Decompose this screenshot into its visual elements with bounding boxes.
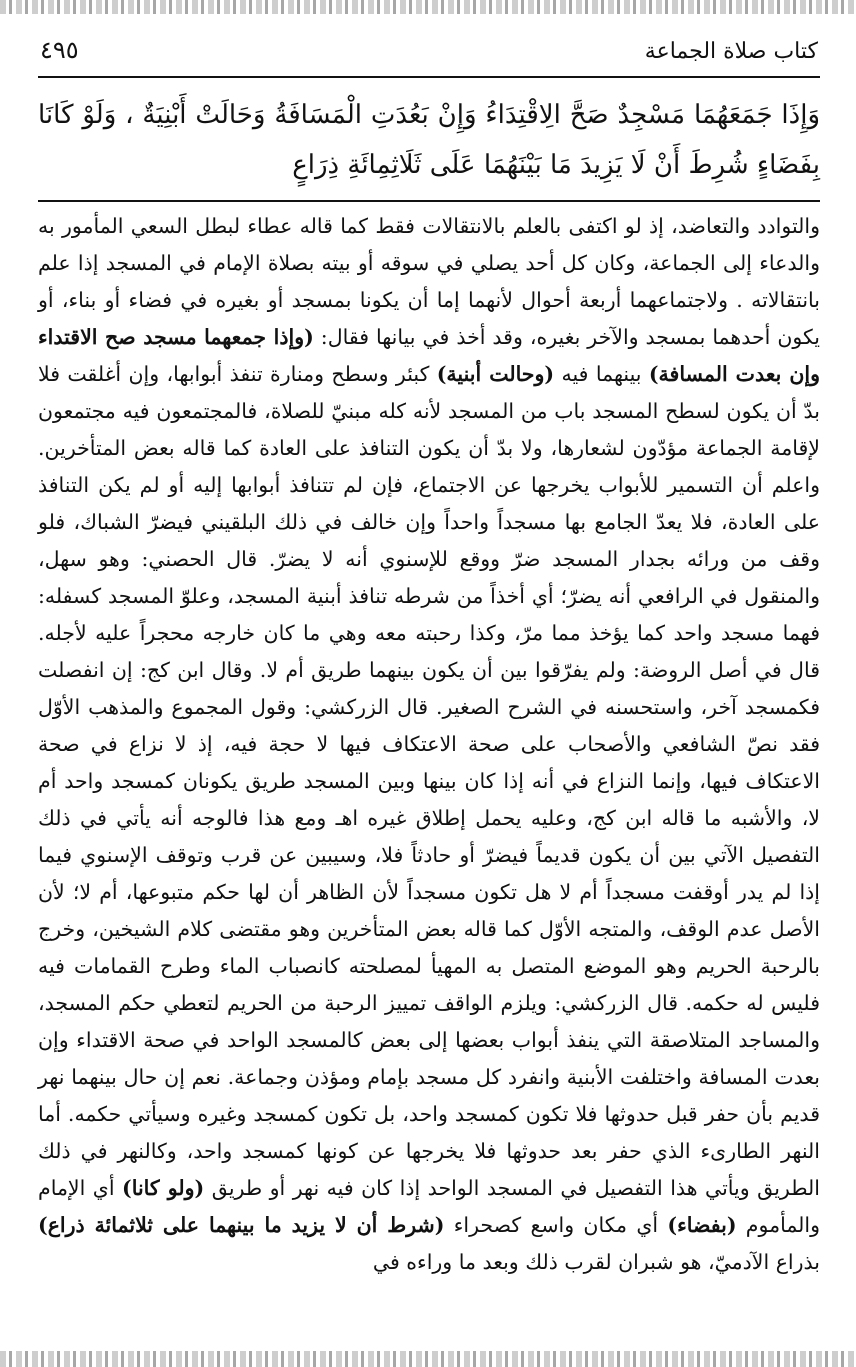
page-number: ٤٩٥ [40,36,79,64]
matn-text-block [38,90,820,202]
quoted-matn: (وحالت أبنية) [436,362,555,386]
running-header [38,36,820,78]
quoted-matn: (وإذا جمعهما مسجد صح الاقتداء وإن بعدت المسافة) [38,325,820,386]
quoted-matn: (شرط أن لا يزيد ما بينهما على ثلاثمائة ذراع) [38,1213,445,1237]
book-page [38,36,820,1281]
top-ornamental-border [0,0,856,14]
commentary-text: كبئر وسطح ومنارة تنفذ أبوابها، وإن أغلقت فلا بدّ أن يكون لسطح المسجد باب من المسجد لأنه كله مبنيّ للصلاة، فالمجتمعون فيه مجتمعون لإقامة الجماعة مؤدّون لشعارها، ولا بدّ أن يكون التنافذ على العادة كما قاله بعض المتأخرين. واعلم أن التسمير للأبواب يخرجها عن الاجتماع، فإن لم تتنافذ أبوابها إليه أو لم يكن التنافذ على العادة، فلا يعدّ الجامع بها مسجداً واحداً وإن خالف في ذلك البلقيني فيضرّ الشباك، فلو وقف من ورائه بجدار المسجد ضرّ ووقع للإسنوي أنه لا يضرّ. قال الحصني: وهو سهل، والمنقول في الرافعي أنه يضرّ؛ أي أخذاً من شرطه تنافذ أبنية المسجد، وعلوّ المسجد كسفله: فهما مسجد واحد كما يؤخذ مما مرّ، وكذا رحبته معه وهي ما كان خارجه محجراً عليه لأجله. قال في أصل الروضة: ولم يفرّقوا بين أن يكون بينهما طريق أم لا. وقال ابن كج: إن انفصلت فكمسجد آخر، واستحسنه في الشرح الصغير. قال الزركشي: وقول المجموع والمذهب الأوّل فقد نصّ الشافعي والأصحاب على صحة الاعتكاف فيها لا حجة فيه، إذ لا نزاع في صحة الاعتكاف فيها، وإنما النزاع في أنه إذا كان بينها وبين المسجد طريق يكونان كمسجد واحد أم لا، والأشبه ما قاله ابن كج، وعليه يحمل إطلاق غيره اهـ ومع هذا فالوجه أنه يأتي في ذلك التفصيل الآتي بين أن يكون قديماً فيضرّ أو حادثاً فلا، وسيبين عن قرب وتوقف الإسنوي فيما إذا لم يدر أوقفت مسجداً أم لا هل تكون مسجداً لأن الظاهر أن لها حكم متبوعها، أم لا؛ لأن الأصل عدم الوقف، والمتجه الأوّل كما قاله بعض المتأخرين وهو مقتضى كلام الشيخين، وخرج بالرحبة الحريم وهو الموضع المتصل به المهيأ لمصلحته كانصباب الماء وطرح القمامات فيه فليس له حكمه. قال الزركشي: ويلزم الواقف تمييز الرحبة من الحريم لتعطي حكم المسجد، والمساجد المتلاصقة التي ينفذ أبواب بعضها إلى بعض كالمسجد الواحد في صحة الاقتداء وإن بعدت المسافة واختلفت الأبنية وانفرد كل مسجد بإمام ومؤذن وجماعة. نعم إن حال بينهما نهر قديم بأن حفر قبل حدوثها فلا تكون كمسجد واحد، بل تكون كمسجد وغيره وسيأتي حكمه. أما النهر الطارىء الذي حفر بعد حدوثها فلا يخرجها عن كونها كمسجد واحد، وكالنهر في ذلك الطريق ويأتي هذا التفصيل في المسجد الواحد إذا كان فيه نهر أو طريق [38,362,820,1200]
commentary-text: بينهما فيه [554,362,649,386]
commentary-paragraph [38,208,820,1281]
quoted-matn: (بفضاء) [667,1213,737,1237]
book-title: كتاب صلاة الجماعة [644,39,818,64]
bottom-ornamental-border [0,1351,856,1367]
quoted-matn: (ولو كانا) [122,1176,205,1200]
commentary-text: والتوادد والتعاضد، إذ لو اكتفى بالعلم بالانتقالات فقط كما قاله عطاء لبطل السعي المأمور به والدعاء إلى الجماعة، وكان كل أحد يصلي في سوقه أو بيته بصلاة الإمام في المسجد إذا علم بانتقالاته . ولاجتماعهما أربعة أحوال لأنهما إما أن يكونا بمسجد أو بغيره في فضاء أو بناء، أو يكون أحدهما بمسجد والآخر بغيره، وقد أخذ في بيانها فقال: [38,214,820,349]
commentary-block [38,208,820,1281]
commentary-text: أي الإمام والمأموم [38,1176,821,1237]
matn-paragraph: وَإِذَا جَمَعَهُمَا مَسْجِدٌ صَحَّ الِاقْتِدَاءُ وَإِنْ بَعُدَتِ الْمَسَافَةُ وَحَالَتْ أَبْنِيَةٌ ، وَلَوْ كَانَا بِفَضَاءٍ شُرِطَ أَنْ لَا يَزِيدَ مَا بَيْنَهُمَا عَلَى ثَلَاثِمِائَةِ ذِرَاعٍ [38,100,820,180]
commentary-text: بذراع الآدميّ، هو شبران لقرب ذلك وبعد ما وراءه في [372,1250,820,1274]
commentary-text: أي مكان واسع كصحراء [444,1213,668,1237]
